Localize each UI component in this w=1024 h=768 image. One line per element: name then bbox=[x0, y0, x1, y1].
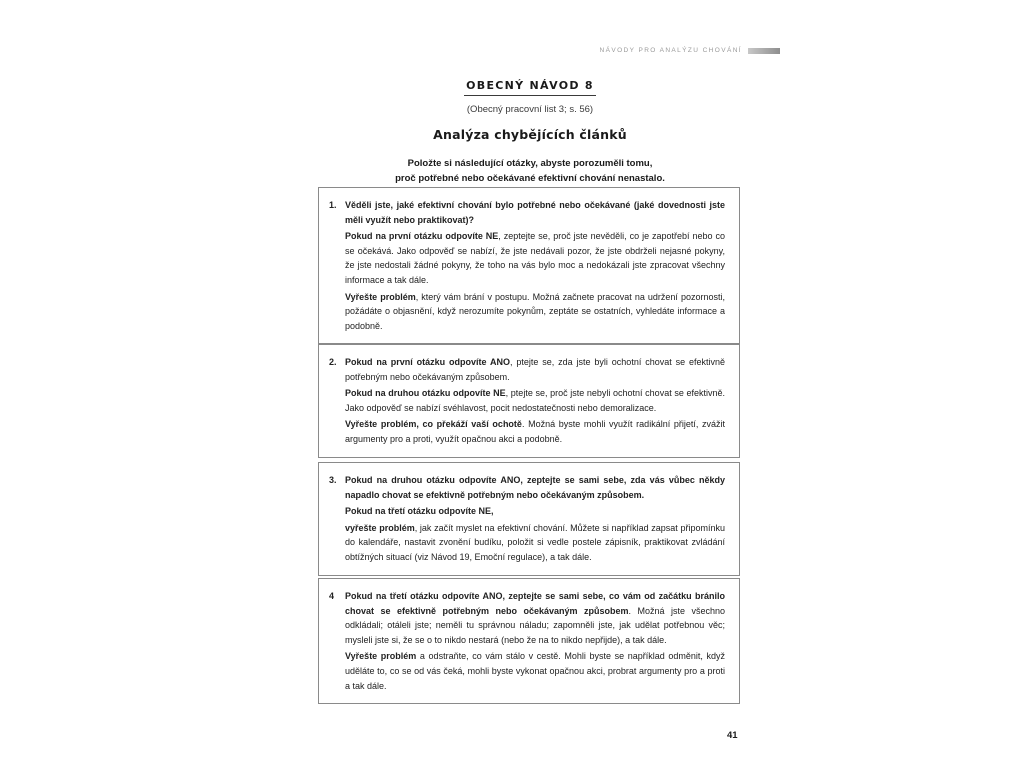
paragraph: Pokud na třetí otázku odpovíte NE, bbox=[345, 506, 494, 517]
item-number: 4 bbox=[329, 591, 335, 601]
intro-line-2: proč potřebné nebo očekávané efektivní chování nenastalo. bbox=[395, 173, 665, 184]
header-block bbox=[318, 76, 742, 186]
running-head bbox=[560, 47, 780, 54]
paragraph: Pokud na druhou otázku odpovíte NE, ptejte se, proč jste nebyli ochotní chovat se efektivně. Jako odpověď se nabízí svéhlavost, pocit nedostatečnosti nebo demoralizace. bbox=[345, 388, 725, 413]
paragraph: Pokud na třetí otázku odpovíte ANO, zeptejte se sami sebe, co vám od začátku bránilo chovat se efektivně potřebným nebo očekávaným způsobem. Možná jste všechno odkládali; otáleli jste; neměli tu správnou náladu; zapomněli jste, jak udělat potřebnou věc; mysleli jste si, že se o to nikdo nestará (nebo že na to nikdo nepřijde), a tak dále. bbox=[345, 591, 725, 645]
question-item-3 bbox=[329, 473, 725, 567]
question-item-1 bbox=[329, 198, 725, 335]
running-head-text: NÁVODY PRO ANALÝZU CHOVÁNÍ bbox=[599, 47, 742, 54]
running-head-bar bbox=[748, 48, 780, 54]
question-text: Věděli jste, jaké efektivní chování bylo potřebné nebo očekávané (jaké dovednosti jste měli využít nebo praktikovat)? bbox=[345, 200, 725, 225]
item-number: 1. bbox=[329, 200, 337, 210]
intro-line-1: Položte si následující otázky, abyste porozuměli tomu, bbox=[407, 158, 653, 169]
question-box-1 bbox=[318, 187, 740, 344]
paragraph: Pokud na první otázku odpovíte NE, zeptejte se, proč jste nevěděli, co je zapotřebí nebo co se očekává. Jako odpověď se nabízí, že jste nedávali pozor, že jste obdrželi nejasné pokyny, že jste nedostali žádné pokyny, že toho na vás bylo moc a nedokázali jste zpracovat všechny informace a tak dále. bbox=[345, 231, 725, 285]
item-number: 3. bbox=[329, 475, 337, 485]
question-box-4 bbox=[318, 578, 740, 704]
question-text: Pokud na druhou otázku odpovíte ANO, zeptejte se sami sebe, zda vás vůbec někdy napadlo chovat se efektivně potřebným nebo očekávaným způsobem. bbox=[345, 475, 725, 500]
intro-text bbox=[318, 156, 742, 186]
paragraph: Vyřešte problém, co překáží vaší ochotě. Možná byste mohli využít radikální přijetí, zvážit argumenty pro a proti, využít opačnou akci a podobně. bbox=[345, 419, 725, 444]
paragraph: Vyřešte problém a odstraňte, co vám stálo v cestě. Mohli byste se například odměnit, když uděláte to, co se od vás čeká, mohli byste vykonat opačnou akci, probrat argumenty pro a proti a tak dále. bbox=[345, 651, 725, 691]
paragraph: Vyřešte problém, který vám brání v postupu. Možná začnete pracovat na udržení pozornosti, požádáte o objasnění, když nerozumíte pokynům, zeptáte se ostatních, vyhledáte informace a podobně. bbox=[345, 291, 725, 331]
item-number: 2. bbox=[329, 357, 337, 367]
paragraph: vyřešte problém, jak začít myslet na efektivní chování. Můžete si například zapsat připomínku do kalendáře, nastavit zvonění budíku, položit si vedle postele zápisník, praktikovat zvládání obtížných situací (viz Návod 19, Emoční regulace), a tak dále. bbox=[345, 522, 725, 562]
question-box-3 bbox=[318, 462, 740, 576]
worksheet-reference: (Obecný pracovní list 3; s. 56) bbox=[466, 104, 594, 115]
paragraph: Pokud na první otázku odpovíte ANO, ptejte se, zda jste byli ochotní chovat se efektivně potřebným nebo očekávaným způsobem. bbox=[345, 357, 725, 382]
section-kicker: OBECNÝ NÁVOD 8 bbox=[464, 79, 596, 96]
page-title: Analýza chybějících článků bbox=[433, 127, 627, 142]
question-item-4 bbox=[329, 589, 725, 695]
page-number: 41 bbox=[727, 730, 738, 741]
question-box-2 bbox=[318, 344, 740, 458]
question-item-2 bbox=[329, 355, 725, 449]
